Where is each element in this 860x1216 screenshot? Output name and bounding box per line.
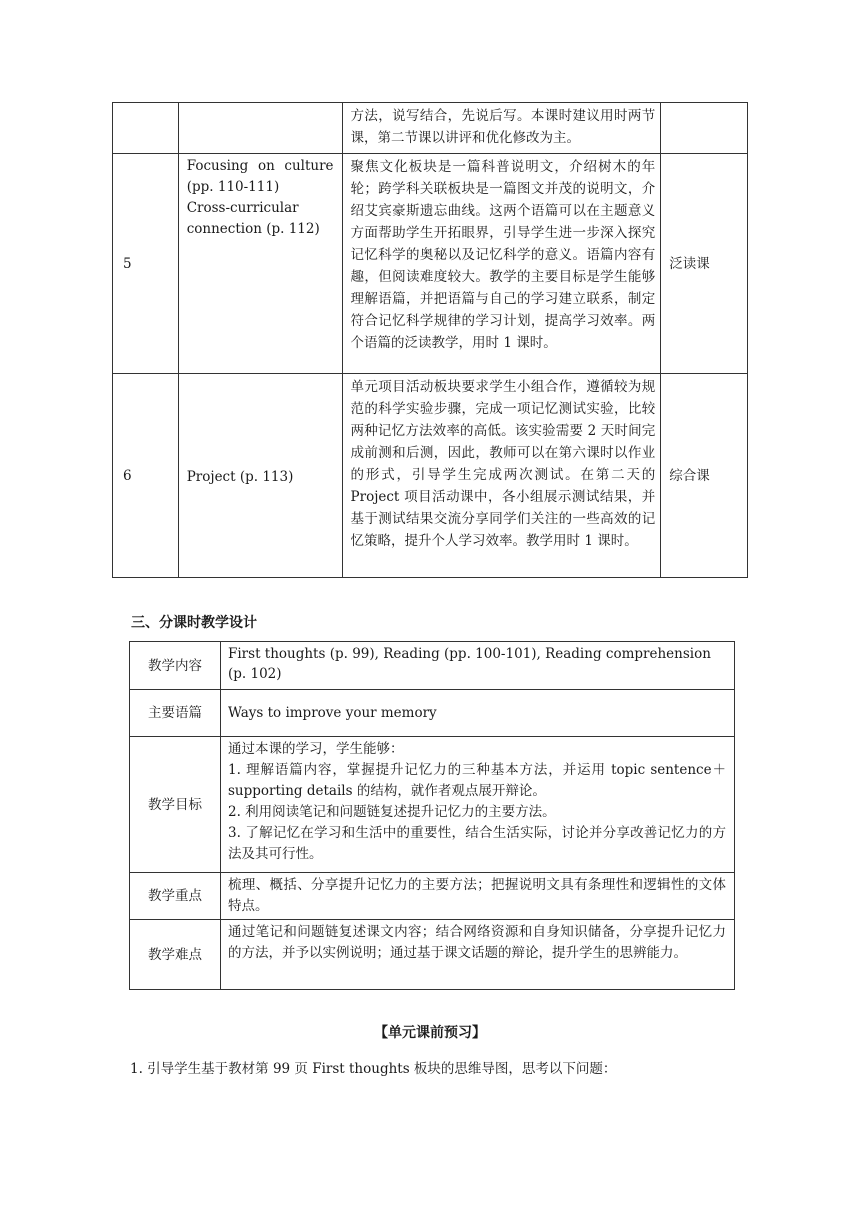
unit-lesson-table [112, 102, 748, 578]
lesson-design-table [129, 641, 735, 990]
lesson-number-cell [113, 103, 179, 154]
description-cell: 单元项目活动板块要求学生小组合作，遵循较为规范的科学实验步骤，完成一项记忆测试实验，比较两种记忆方法效率的高低。该实验需要 2 天时间完成前测和后测，因此，教师可以在第六课时以作业的形式，引导学生完成两次测试。在第二天的 Project 项目活动课中，各小组展示测试结果，并基于测试结果交流分享同学们关注的一些高效的记忆策略，提升个人学习效率。教学用时 1 课时。 [342, 374, 661, 578]
key-points-value: 梳理、概括、分享提升记忆力的主要方法；把握说明文具有条理性和逻辑性的文体特点。 [221, 873, 735, 920]
difficulty-value: 通过笔记和问题链复述课文内容；结合网络资源和自身知识储备，分享提升记忆力的方法，并予以实例说明；通过基于课文话题的辩论，提升学生的思辨能力。 [221, 920, 735, 990]
table-row [130, 690, 735, 737]
table-row [130, 642, 735, 690]
objectives-cell [221, 737, 735, 873]
table-row [113, 154, 748, 374]
lesson-number-cell: 6 [113, 374, 179, 578]
content-label: 教学内容 [130, 642, 221, 690]
section-heading: 三、分课时教学设计 [131, 615, 257, 631]
text-value: Ways to improve your memory [221, 690, 735, 737]
difficulty-label: 教学难点 [130, 920, 221, 990]
lesson-type-cell [661, 103, 748, 154]
table-row [113, 374, 748, 578]
lesson-number-cell: 5 [113, 154, 179, 374]
objective-item: 1. 理解语篇内容，掌握提升记忆力的三种基本方法，并运用 topic sentence＋supporting details 的结构，就作者观点展开辩论。 [228, 762, 726, 799]
table-row [113, 103, 748, 154]
table-row [130, 920, 735, 990]
preview-question-1: 1. 引导学生基于教材第 99 页 First thoughts 板块的思维导图，思考以下问题： [130, 1061, 617, 1077]
description-cell: 聚焦文化板块是一篇科普说明文，介绍树木的年轮；跨学科关联板块是一篇图文并茂的说明文，介绍艾宾豪斯遗忘曲线。这两个语篇可以在主题意义方面帮助学生开拓眼界，引导学生进一步深入探究记忆科学的奥秘以及记忆科学的意义。语篇内容有趣，但阅读难度较大。教学的主要目标是学生能够理解语篇，并把语篇与自己的学习建立联系，制定符合记忆科学规律的学习计划，提高学习效率。两个语篇的泛读教学，用时 1 课时。 [342, 154, 661, 374]
section-cell [178, 154, 342, 374]
preview-title: 【单元课前预习】 [374, 1025, 486, 1041]
key-points-label: 教学重点 [130, 873, 221, 920]
table-row [130, 873, 735, 920]
table-row [130, 737, 735, 873]
text-label: 主要语篇 [130, 690, 221, 737]
objective-item: 3. 了解记忆在学习和生活中的重要性，结合生活实际，讨论并分享改善记忆力的方法及其可行性。 [228, 825, 726, 862]
content-value: First thoughts (p. 99), Reading (pp. 100-101), Reading comprehension (p. 102) [221, 642, 735, 690]
lesson-type-cell: 综合课 [661, 374, 748, 578]
objectives-label: 教学目标 [130, 737, 221, 873]
objective-item: 2. 利用阅读笔记和问题链复述提升记忆力的主要方法。 [228, 804, 556, 820]
section-name-focusing-on-culture: Focusing on culture (pp. 110-111) [186, 158, 334, 195]
lesson-type-cell: 泛读课 [661, 154, 748, 374]
description-cell: 方法，说写结合，先说后写。本课时建议用时两节课，第二节课以讲评和优化修改为主。 [342, 103, 661, 154]
objectives-intro: 通过本课的学习，学生能够： [228, 741, 404, 757]
section-cell: Project (p. 113) [178, 374, 342, 578]
section-cell [178, 103, 342, 154]
section-name-cross-curricular: Cross-curricular connection (p. 112) [186, 200, 320, 237]
